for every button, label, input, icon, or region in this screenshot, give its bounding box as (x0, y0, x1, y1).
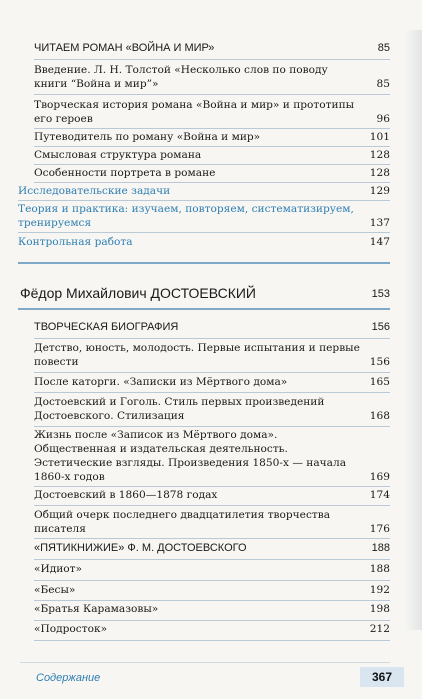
toc-entry[interactable]: «Братья Карамазовы» 198 (34, 603, 390, 615)
toc-entry[interactable]: Путеводитель по роману «Война и мир» 101 (34, 131, 390, 143)
footer-section-label: Содержание (36, 672, 101, 684)
entry-separator (34, 128, 390, 129)
toc-entry[interactable]: Творческая история романа «Война и мир» и прототипы его героев 96 (34, 99, 390, 125)
entry-separator (34, 580, 390, 581)
toc-entry-blue[interactable]: Исследовательские задачи 129 (18, 185, 390, 197)
entry-separator (34, 182, 390, 183)
toc-entry[interactable]: Общий очерк последнего двадцатилетия творчества писателя 176 (34, 509, 390, 535)
toc-entry-blue[interactable]: Теория и практика: изучаем, повторяем, систематизируем, тренируемся 137 (18, 203, 390, 229)
toc-entry[interactable]: Смысловая структура романа 128 (34, 149, 390, 161)
facing-page-bleed (404, 30, 422, 630)
footer-rule (20, 662, 390, 663)
entry-separator (18, 232, 390, 233)
entry-separator (34, 486, 390, 487)
toc-entry[interactable]: «Подросток» 212 (34, 623, 390, 635)
toc-entry[interactable]: ЧИТАЕМ РОМАН «ВОЙНА И МИР» 85 (34, 42, 390, 54)
entry-separator (34, 392, 390, 393)
entry-separator (34, 559, 390, 560)
entry-separator (34, 94, 390, 95)
entry-separator (34, 146, 390, 147)
page-number: 367 (360, 667, 404, 687)
toc-entry[interactable]: ТВОРЧЕСКАЯ БИОГРАФИЯ 156 (34, 321, 390, 333)
entry-separator (34, 538, 390, 539)
author-heading[interactable]: Фёдор Михайлович ДОСТОЕВСКИЙ 153 (20, 285, 390, 301)
toc-entry[interactable]: Введение. Л. Н. Толстой «Несколько слов по поводу книги “Война и мир”» 85 (34, 64, 390, 90)
toc-entry[interactable]: «ПЯТИКНИЖИЕ» Ф. М. ДОСТОЕВСКОГО 188 (34, 542, 390, 554)
toc-entry[interactable]: После каторги. «Записки из Мёртвого дома» 165 (34, 376, 390, 388)
entry-separator (34, 505, 390, 506)
entry-separator (18, 200, 390, 201)
entry-separator (34, 372, 390, 373)
entry-separator (34, 600, 390, 601)
toc-entry[interactable]: Достоевский и Гоголь. Стиль первых произведений Достоевского. Стилизация 168 (34, 396, 390, 422)
section-divider (18, 262, 390, 264)
toc-entry[interactable]: Особенности портрета в романе 128 (34, 167, 390, 179)
toc-entry[interactable]: «Бесы» 192 (34, 584, 390, 596)
entry-separator (34, 620, 390, 621)
toc-entry[interactable]: Жизнь после «Записок из Мёртвого дома». Общественная и издательская деятельность. Эстетические взгляды. Произведения 1850-х — начала 1860-х годов 169 (34, 429, 390, 483)
entry-separator (34, 426, 390, 427)
entry-separator (34, 338, 390, 339)
entry-separator (34, 640, 390, 641)
section-divider (18, 308, 390, 310)
toc-entry[interactable]: «Идиот» 188 (34, 563, 390, 575)
entry-separator (34, 164, 390, 165)
toc-entry-blue[interactable]: Контрольная работа 147 (18, 236, 390, 248)
entry-separator (34, 59, 390, 60)
toc-entry[interactable]: Детство, юность, молодость. Первые испытания и первые повести 156 (34, 342, 390, 368)
toc-entry[interactable]: Достоевский в 1860—1878 годах 174 (34, 489, 390, 501)
